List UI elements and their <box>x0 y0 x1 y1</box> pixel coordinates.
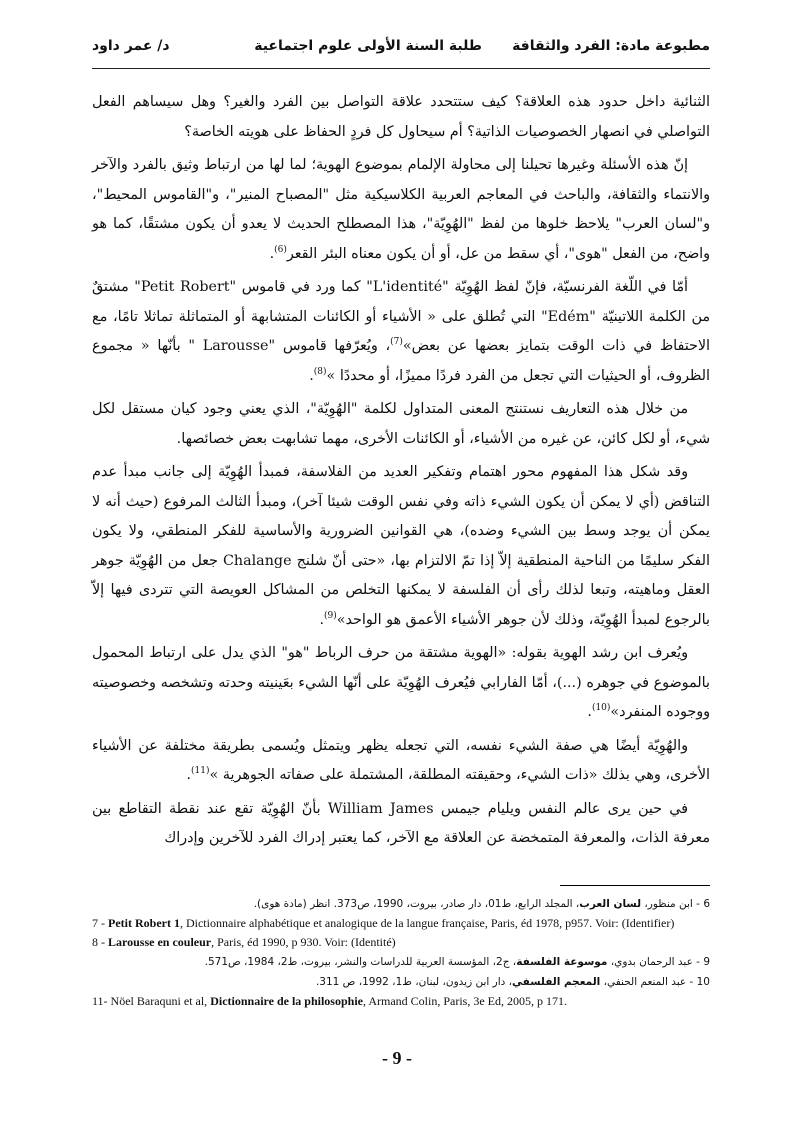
ref-6: (6) <box>274 244 287 255</box>
paragraph-7: والهُوِيّة أيضًا هي صفة الشيء نفسه، التي تجعله يظهر ويتمثل ويُسمى بطريقة مختلفة عن الأشياء الأخرى، وهي بذلك «ذات الشيء، وحقيقته المطلقة، المشتملة على صفاته الجوهرية »$^{(11)}$. <box>92 737 710 783</box>
footnote-8: 8 - Larousse en couleur, Paris, éd 1990, p 930. Voir: (Identité) <box>92 935 396 949</box>
header-students: طلبة السنة الأولى علوم اجتماعية <box>254 38 482 54</box>
paragraph-6: ويُعرف ابن رشد الهوية بقوله: «الهوية مشتقة من حرف الرباط "هو" الذي يدل على ارتباط المحمول بالموضوع في جوهره (...)، أمّا الفارابي فيُعرف الهُوِيّة على أنّها الشيء بعَينيته وحدته وتشخصه وخصوصيته ووجوده المنفرد»$^{(10)}$. <box>92 645 710 720</box>
footnote-divider <box>560 885 710 886</box>
ref-11: (11) <box>191 766 210 777</box>
paragraph-1: الثنائية داخل حدود هذه العلاقة؟ كيف ستتحدد علاقة التواصل بين الفرد والغير؟ وهل سيساهم الفعل التواصلي في انصهار الخصوصيات الذاتية؟ أم سيحاول كل فردٍ الحفاظ على هويته الخاصة؟ <box>92 94 710 140</box>
footnote-10: 10 - عبد المنعم الحنفي، المعجم الفلسفي، دار ابن زيدون، لبنان، ط1، 1992، ص 311. <box>315 976 710 988</box>
paragraph-5: وقد شكل هذا المفهوم محور اهتمام وتفكير العديد من الفلاسفة، فمبدأ الهُوِيّة إلى جانب مبدأ عدم التناقض (أي لا يمكن أن يكون الشيء ذاته وفي نفس الوقت شيئا آخر)، ومبدأ الثالث المرفوع (حيث أنه لا يمكن أن يوجد وسط بين الشيء وضده)، هي القوانين الضرورية والأساسية للفكر المنطقي، ولا يكون الفكر سليمًا من الناحية المنطقية إلاّ إذا تمّ الالتزام بها، «حتى أنّ شلنج Chalange جعل من الهُوِيّة جوهر العقل وماهيته، وتبعا لذلك رأى أن الفلسفة لا يمكنها التخلص من المشاكل العويصة التي تتردى فيها إلاّ بالرجوع لمبدأ الهُوِيّة، وذلك لأن جوهر الأشياء الأعمق هو الواحد»$^{(9)}$. <box>92 464 710 628</box>
ref-8: (8) <box>313 366 327 377</box>
header-author: د/ عمر داود <box>92 38 170 54</box>
footnote-6: 6 - ابن منظور، لسان العرب، المجلد الرابع، ط01، دار صادر، بيروت، 1990، ص373. انظر (مادة هوى). <box>253 898 710 910</box>
footnote-11: 11- Nöel Baraquni et al, Dictionnaire de la philosophie, Armand Colin, Paris, 3e Ed, 2005, p 171. <box>92 994 567 1008</box>
page-header <box>92 38 710 62</box>
main-text <box>92 88 710 858</box>
paragraph-4: من خلال هذه التعاريف نستنتج المعنى المتداول لكلمة "الهُوِيّة"، الذي يعني وجود كيان مستقل لكل شيء، أو لكل كائن، عن غيره من الأشياء، أو الكائنات الأخرى، مهما تشابهت بعض خصائصها. <box>92 401 710 447</box>
footnote-7: 7 - Petit Robert 1, Dictionnaire alphabétique et analogique de la langue française, Paris, éd 1978, p957. Voir: (Identifier) <box>92 916 675 930</box>
footnote-9: 9 - عبد الرحمان بدوي، موسوعة الفلسفة، ج2، المؤسسة العربية للدراسات والنشر، بيروت، ط2، 1984، ص571. <box>204 956 710 968</box>
paragraph-2: إنّ هذه الأسئلة وغيرها تحيلنا إلى محاولة الإلمام بموضوع الهوية؛ لما لها من ارتباط وثيق بالفرد والآخر والانتماء والثقافة، والباحث في المعاجم العربية الكلاسيكية مثل "المصباح المنير"، و"القاموس المحيط"، و"لسان العرب" يلاحظ خلوها من لفظ "الهُوِيّة"، هذا المصطلح الحديث لا يعدو أن يكون مشتقًا، كما هو واضح، من الفعل "هوى"، أي سقط من عل، أو أن يكون معناه البئر القعر$^{(6)}$. <box>92 157 710 262</box>
footnotes <box>92 896 710 1013</box>
paragraph-8: في حين يرى عالم النفس ويليام جيمس William James بأنّ الهُوِيّة تقع عند نقطة التقاطع بين معرفة الذات، والمعرفة المتمخضة عن العلاقة مع الآخر، كما يعتبر إدراك الفرد للآخرين وإدراك <box>92 800 710 846</box>
page-number: - 9 - <box>382 1048 412 1068</box>
header-divider <box>92 68 710 69</box>
ref-7: (7) <box>390 337 403 348</box>
ref-10: (10) <box>591 703 611 714</box>
header-course-title: مطبوعة مادة: الفرد والثقافة <box>512 38 710 54</box>
paragraph-3: أمّا في اللّغة الفرنسيّة، فإنّ لفظ الهُوِيّة "L'identité" كما ورد في قاموس "Petit Robert" مشتقٌ من الكلمة اللاتينيّة "Edém" التي تُطلق على « الأشياء أو الكائنات المتشابهة أو المتماثلة تماثلا تامًا، مع الاحتفاظ في ذات الوقت بتمايز بعضها عن بعض»$^{(7)}$، ويُعرّفها قاموس "Larousse " بأنّها « مجموع الظروف، أو الحيثيات التي تجعل من الفرد فردًا مميزًا، أو محددًا »$^{(8)}$. <box>92 279 710 384</box>
ref-9: (9) <box>324 610 337 621</box>
